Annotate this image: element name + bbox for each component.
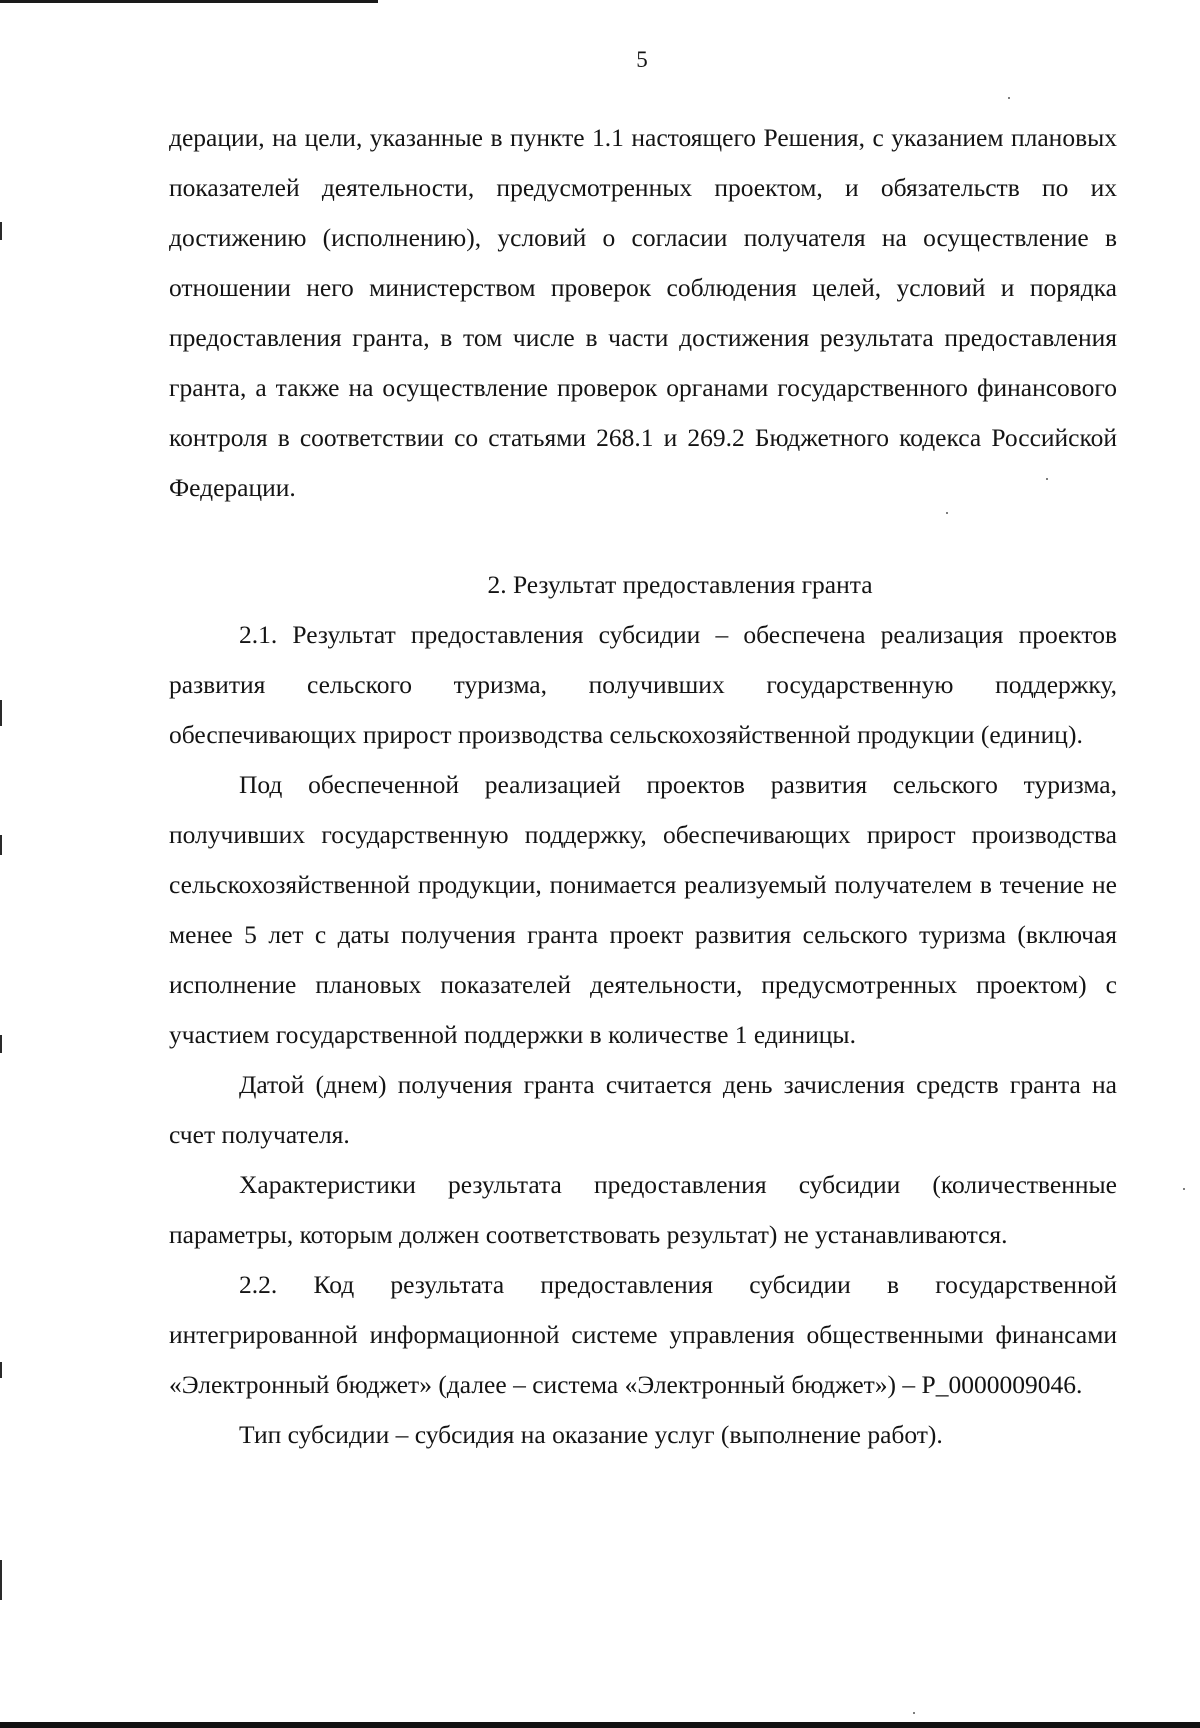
scan-speck (1008, 97, 1010, 99)
paragraph-definition: Под обеспеченной реализацией проектов развития сельского туризма, получивших государственную поддержку, обеспечивающих прирост производства сельскохозяйственной продукции, понимается реализуемый получателем в течение не менее 5 лет с даты получения гранта проект развития сельского туризма (включая исполнение плановых показателей деятельности, предусмотренных проектом) с участием государственной поддержки в количестве 1 единицы. (169, 770, 1117, 1049)
scan-edge-mark (0, 1035, 2, 1053)
scan-speck (913, 1712, 915, 1714)
paragraph-grant-date: Датой (днем) получения гранта считается день зачисления средств гранта на счет получателя. (169, 1070, 1117, 1149)
intro-paragraph: дерации, на цели, указанные в пункте 1.1 настоящего Решения, с указанием плановых показателей деятельности, предусмотренных проектом, и обязательств по их достижению (исполнению), условий о согласии получателя на осуществление в отношении него министерством проверок соблюдения целей, условий и порядка предоставления гранта, в том числе в части достижения результата предоставления гранта, а также на осуществление проверок органами государственного финансового контроля в соответствии со статьями 268.1 и 269.2 Бюджетного кодекса Российской Федерации. (169, 123, 1117, 502)
scan-edge-mark (0, 700, 2, 726)
scan-edge-mark (0, 1362, 2, 1378)
page-number: 5 (636, 47, 648, 72)
paragraph-characteristics: Характеристики результата предоставления субсидии (количественные параметры, которым должен соответствовать результат) не устанавливаются. (169, 1170, 1117, 1249)
scan-border-top (0, 0, 378, 3)
paragraph-2-1: 2.1. Результат предоставления субсидии – обеспечена реализация проектов развития сельского туризма, получивших государственную поддержку, обеспечивающих прирост производства сельскохозяйственной продукции (единиц). (169, 620, 1117, 749)
scan-edge-mark (0, 222, 2, 240)
scan-edge-mark (0, 1560, 2, 1600)
paragraph-2-2: 2.2. Код результата предоставления субсидии в государственной интегрированной информационной системе управления общественными финансами «Электронный бюджет» (далее – система «Электронный бюджет») – P_0000009046. (169, 1270, 1117, 1399)
scan-border-bottom (0, 1722, 1200, 1728)
scan-speck (1183, 1188, 1185, 1190)
section-body (169, 610, 1117, 1460)
paragraph-subsidy-type: Тип субсидии – субсидия на оказание услуг (выполнение работ). (239, 1420, 943, 1449)
section-heading: 2. Результат предоставления гранта (487, 570, 873, 599)
scan-edge-mark (0, 835, 2, 855)
